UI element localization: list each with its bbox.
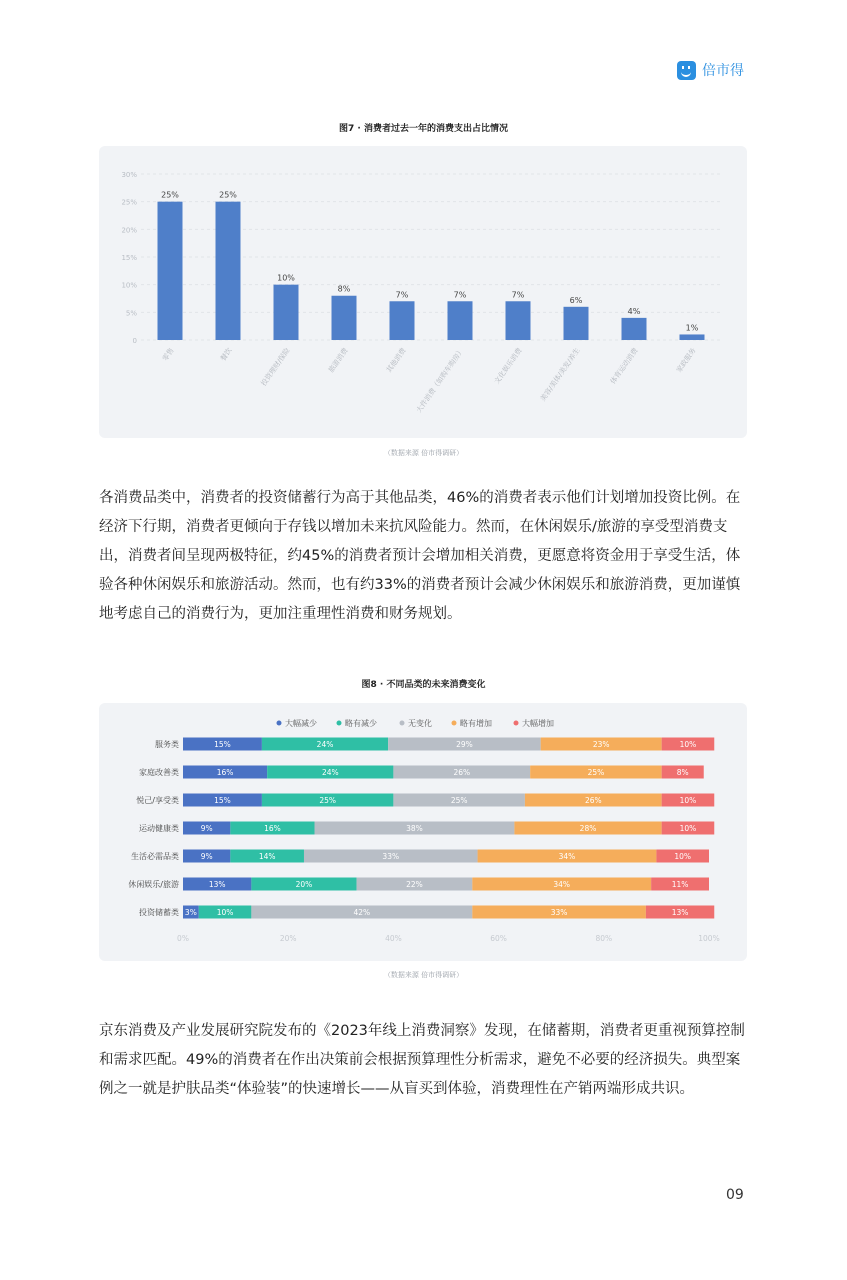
bar-value-label: 10% bbox=[277, 273, 295, 283]
body-paragraph-2: 京东消费及产业发展研究院发布的《2023年线上消费洞察》发现，在储蓄期，消费者更重视预算控制和需求匹配。49%的消费者在作出决策前会根据预算理性分析需求，避免不必要的经济损失。典型案例之一就是护肤品类“体验装”的快速增长——从盲买到体验，消费理性在产销两端形成共识。 bbox=[99, 1023, 745, 1097]
legend-marker bbox=[337, 721, 342, 726]
segment-value-label: 10% bbox=[679, 796, 697, 805]
legend-label: 略有增加 bbox=[460, 719, 492, 728]
segment-value-label: 25% bbox=[450, 796, 468, 805]
segment-value-label: 15% bbox=[214, 740, 231, 749]
bar-value-label: 6% bbox=[569, 295, 583, 305]
x-tick-label: 0% bbox=[177, 934, 189, 943]
segment-value-label: 10% bbox=[679, 824, 697, 833]
bar-value-label: 7% bbox=[511, 290, 525, 300]
segment-value-label: 9% bbox=[200, 824, 213, 833]
brand-name: 倍市得 bbox=[702, 63, 744, 79]
bar bbox=[332, 296, 357, 340]
x-category-label: 文化娱乐消费 bbox=[492, 346, 524, 386]
figure8-chart-container bbox=[99, 703, 747, 961]
segment-value-label: 10% bbox=[679, 740, 697, 749]
bar-value-label: 7% bbox=[453, 290, 467, 300]
y-tick-label: 30% bbox=[121, 171, 137, 179]
segment-value-label: 26% bbox=[453, 768, 471, 777]
x-category-label: 零售 bbox=[161, 346, 176, 363]
figure8-title: 图8 · 不同品类的未来消费变化 bbox=[361, 680, 486, 690]
segment-value-label: 42% bbox=[353, 908, 371, 917]
segment-value-label: 14% bbox=[258, 852, 276, 861]
bar-value-label: 8% bbox=[337, 284, 351, 294]
bar bbox=[216, 202, 241, 340]
bar bbox=[506, 301, 531, 340]
legend-label: 略有减少 bbox=[345, 719, 377, 728]
x-category-label: 其他消费 bbox=[385, 346, 408, 375]
segment-value-label: 24% bbox=[321, 768, 339, 777]
segment-value-label: 10% bbox=[674, 852, 692, 861]
legend-label: 大幅增加 bbox=[522, 719, 554, 728]
bar-value-label: 7% bbox=[395, 290, 409, 300]
segment-value-label: 33% bbox=[382, 852, 400, 861]
page-number: 09 bbox=[726, 1187, 744, 1203]
segment-value-label: 34% bbox=[558, 852, 576, 861]
bar-value-label: 25% bbox=[161, 190, 179, 200]
row-category-label: 投资储蓄类 bbox=[139, 908, 179, 917]
y-tick-label: 20% bbox=[121, 226, 137, 235]
legend-label: 大幅减少 bbox=[285, 719, 317, 728]
figure7-chart-container bbox=[99, 146, 747, 438]
segment-value-label: 10% bbox=[216, 908, 234, 917]
bar-value-label: 4% bbox=[627, 306, 641, 316]
segment-value-label: 23% bbox=[592, 740, 610, 749]
x-category-label: 体育运动消费 bbox=[608, 346, 640, 386]
row-category-label: 悦己/享受类 bbox=[136, 796, 179, 805]
x-tick-label: 100% bbox=[698, 934, 720, 943]
row-category-label: 家庭改善类 bbox=[139, 768, 179, 777]
segment-value-label: 9% bbox=[200, 852, 213, 861]
y-tick-label: 5% bbox=[125, 309, 137, 318]
segment-value-label: 28% bbox=[579, 824, 597, 833]
figure7-source: （数据来源 倍市得调研） bbox=[383, 449, 464, 457]
bar bbox=[390, 301, 415, 340]
legend-marker bbox=[400, 721, 405, 726]
segment-value-label: 25% bbox=[319, 796, 336, 805]
figure7-title: 图7 · 消费者过去一年的消费支出占比情况 bbox=[339, 124, 508, 134]
x-category-label: 餐饮 bbox=[219, 346, 234, 363]
smiley-logo-icon bbox=[677, 61, 696, 80]
legend-marker bbox=[277, 721, 282, 726]
legend-label: 无变化 bbox=[408, 719, 432, 728]
segment-value-label: 3% bbox=[184, 908, 197, 917]
segment-value-label: 8% bbox=[676, 768, 689, 777]
bar bbox=[680, 334, 705, 340]
segment-value-label: 16% bbox=[264, 824, 281, 833]
legend-marker bbox=[452, 721, 457, 726]
segment-value-label: 13% bbox=[671, 908, 689, 917]
segment-value-label: 13% bbox=[208, 880, 226, 889]
figure8-stacked-bar-chart bbox=[99, 703, 747, 961]
bar-value-label: 25% bbox=[219, 190, 237, 200]
x-tick-label: 60% bbox=[490, 934, 507, 943]
segment-value-label: 29% bbox=[456, 740, 473, 749]
bar bbox=[158, 202, 183, 340]
y-tick-label: 10% bbox=[121, 281, 137, 290]
segment-value-label: 15% bbox=[214, 796, 231, 805]
row-category-label: 生活必需品类 bbox=[131, 852, 179, 861]
x-category-label: 大件消费（如购车购房） bbox=[414, 346, 466, 415]
row-category-label: 休闲娱乐/旅游 bbox=[128, 880, 179, 889]
y-tick-label: 25% bbox=[121, 198, 137, 207]
segment-value-label: 20% bbox=[295, 880, 313, 889]
bar bbox=[564, 307, 589, 340]
row-category-label: 服务类 bbox=[155, 740, 179, 749]
x-category-label: 美容/美体/美发/养生 bbox=[538, 346, 582, 403]
x-tick-label: 20% bbox=[279, 934, 297, 943]
segment-value-label: 26% bbox=[584, 796, 602, 805]
x-category-label: 家政服务 bbox=[675, 346, 698, 375]
row-category-label: 运动健康类 bbox=[139, 824, 179, 833]
bar bbox=[448, 301, 473, 340]
segment-value-label: 33% bbox=[550, 908, 568, 917]
x-tick-label: 40% bbox=[385, 934, 402, 943]
y-tick-label: 15% bbox=[121, 254, 137, 262]
bar-value-label: 1% bbox=[685, 323, 699, 333]
y-tick-label: 0 bbox=[132, 337, 137, 345]
segment-value-label: 22% bbox=[406, 880, 423, 889]
segment-value-label: 24% bbox=[316, 740, 334, 749]
segment-value-label: 38% bbox=[406, 824, 423, 833]
x-category-label: 投资理财/保险 bbox=[259, 346, 292, 388]
brand-logo bbox=[677, 60, 744, 80]
segment-value-label: 34% bbox=[553, 880, 571, 889]
legend-marker bbox=[514, 721, 519, 726]
bar bbox=[622, 318, 647, 340]
figure7-bar-chart bbox=[99, 146, 747, 438]
body-paragraph-1: 各消费品类中，消费者的投资储蓄行为高于其他品类，46%的消费者表示他们计划增加投资比例。在经济下行期，消费者更倾向于存钱以增加未来抗风险能力。然而，在休闲娱乐/旅游的享受型消费支出，消费者间呈现两极特征，约45%的消费者预计会增加相关消费，更愿意将资金用于享受生活，体验各种休闲娱乐和旅游活动。然而，也有约33%的消费者预计会减少休闲娱乐和旅游消费，更加谨慎地考虑自己的消费行为，更加注重理性消费和财务规划。 bbox=[99, 490, 741, 622]
x-category-label: 旅游消费 bbox=[327, 346, 350, 375]
segment-value-label: 25% bbox=[587, 768, 605, 777]
segment-value-label: 11% bbox=[671, 880, 689, 889]
figure8-source: （数据来源 倍市得调研） bbox=[383, 971, 464, 979]
bar bbox=[274, 285, 299, 340]
x-tick-label: 80% bbox=[595, 934, 613, 943]
segment-value-label: 16% bbox=[216, 768, 234, 777]
